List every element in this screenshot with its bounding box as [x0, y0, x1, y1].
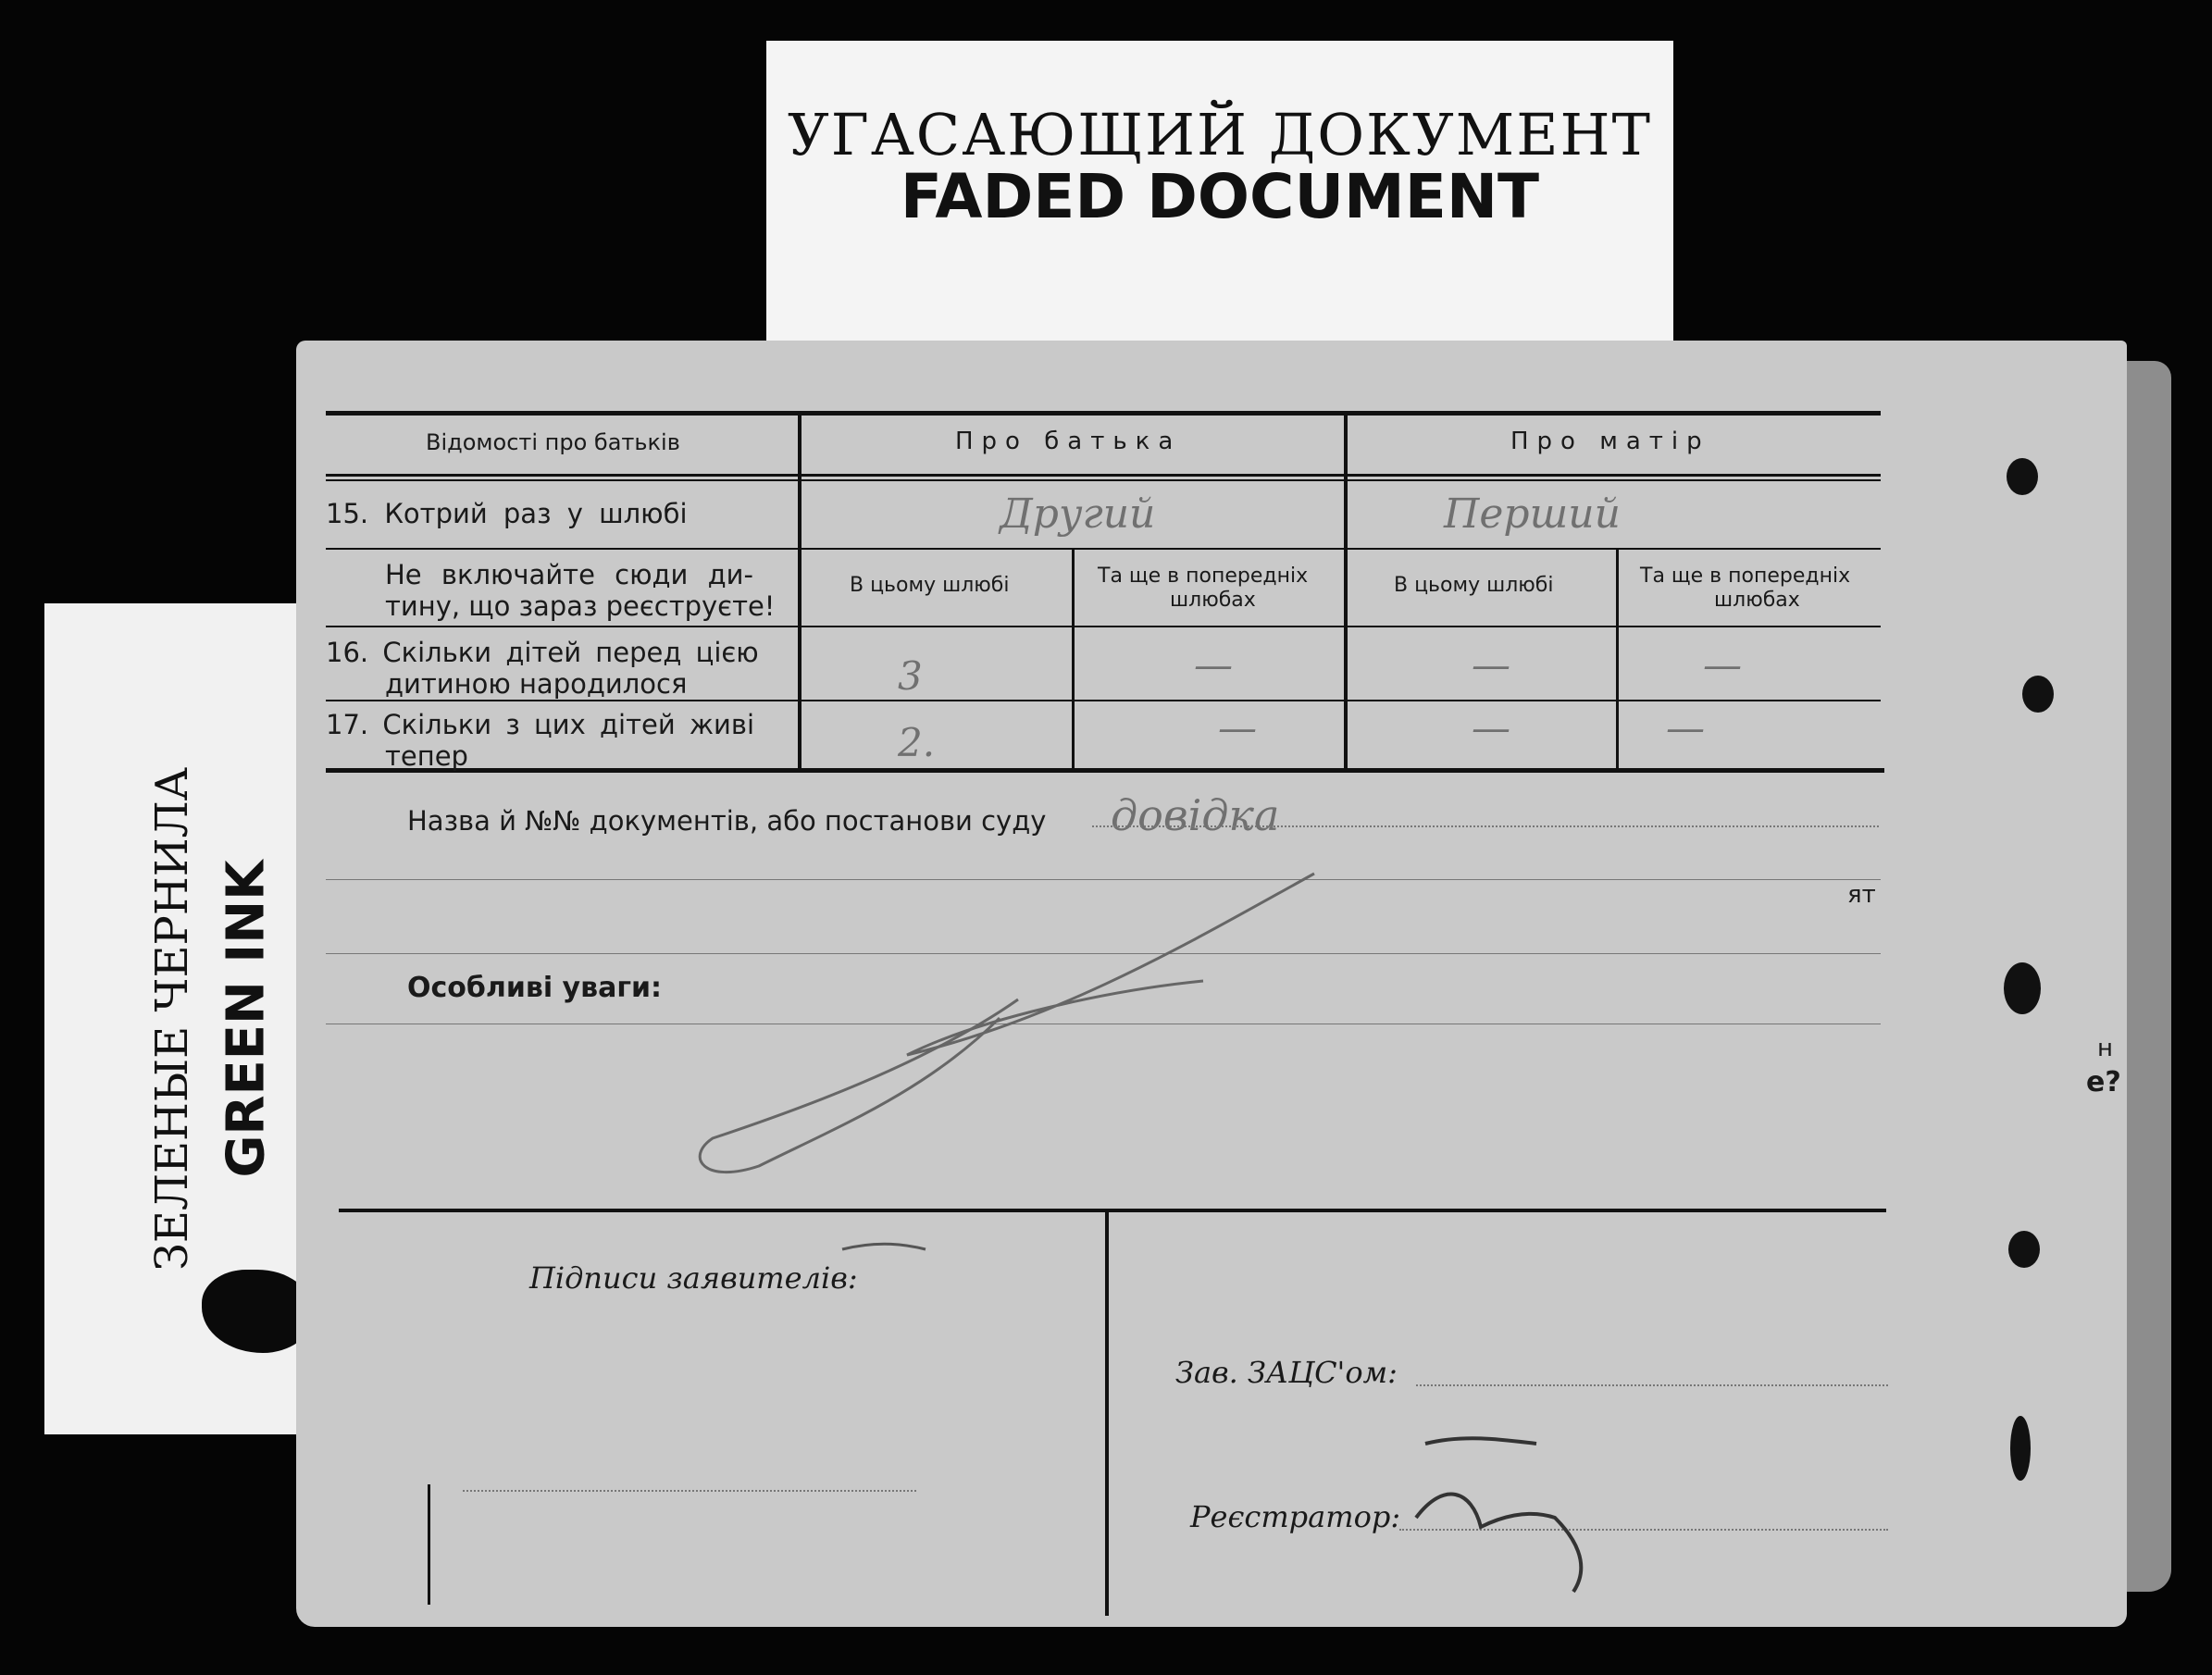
subheader-this-marriage-mother: В цьому шлюбі [1394, 574, 1554, 597]
row17-mother-this: — [1472, 705, 1510, 751]
note-line1: Не включайте сюди ди- [385, 559, 753, 590]
subheader-prev-father-2: шлюбах [1170, 589, 1256, 612]
applicants-signature-label: Підписи заявителів: [529, 1260, 858, 1296]
row16-mother-this: — [1472, 642, 1510, 688]
subheader-this-marriage-father: В цьому шлюбі [850, 574, 1010, 597]
documents-label: Назва й №№ документів, або постанови суду [407, 805, 1047, 837]
row17-father-prev: — [1218, 705, 1257, 751]
row16-label-2: дитиною народилося [385, 668, 688, 700]
row16-mother-prev: — [1703, 642, 1742, 688]
edge-fragment-mid2: е? [2086, 1066, 2121, 1098]
row15-father-value: Другий [1000, 490, 1156, 538]
row16-label-1: 16. Скільки дітей перед цією [326, 637, 759, 668]
documents-value: довідка [1111, 790, 1280, 840]
row16-father-this: 3 [898, 653, 923, 699]
label-ru: УГАСАЮЩИЙ ДОКУМЕНТ [788, 101, 1652, 168]
row17-mother-prev: — [1666, 705, 1705, 751]
row15-label: 15. Котрий раз у шлюбі [326, 498, 688, 529]
subheader-prev-mother-1: Та ще в попередніх [1640, 565, 1851, 588]
subheader-prev-mother-2: шлюбах [1714, 589, 1800, 612]
edge-fragment-top: ят [1847, 881, 1876, 909]
remarks-label: Особливі уваги: [407, 972, 663, 1004]
note-line2: тину, що зараз реєструєте! [385, 590, 776, 622]
header-father: Про батька [955, 428, 1182, 455]
edge-fragment-mid1: н [2097, 1035, 2113, 1062]
side-label-en: GREEN INK [216, 860, 277, 1178]
registrar-label: Реєстратор: [1190, 1499, 1401, 1534]
row17-label-2: тепер [385, 740, 468, 772]
label-en: FADED DOCUMENT [900, 161, 1540, 232]
head-zags-label: Зав. ЗАЦС'ом: [1175, 1355, 1398, 1390]
side-label-ru: ЗЕЛЕНЫЕ ЧЕРНИЛА [146, 767, 198, 1271]
row15-mother-value: Перший [1444, 490, 1621, 538]
row16-father-prev: — [1194, 642, 1233, 688]
header-mother: Про матір [1510, 428, 1710, 455]
row17-label-1: 17. Скільки з цих дітей живі [326, 709, 755, 740]
header-parents-info: Відомості про батьків [426, 429, 680, 455]
row17-father-this: 2. [898, 720, 936, 765]
subheader-prev-father-1: Та ще в попередніх [1098, 565, 1309, 588]
